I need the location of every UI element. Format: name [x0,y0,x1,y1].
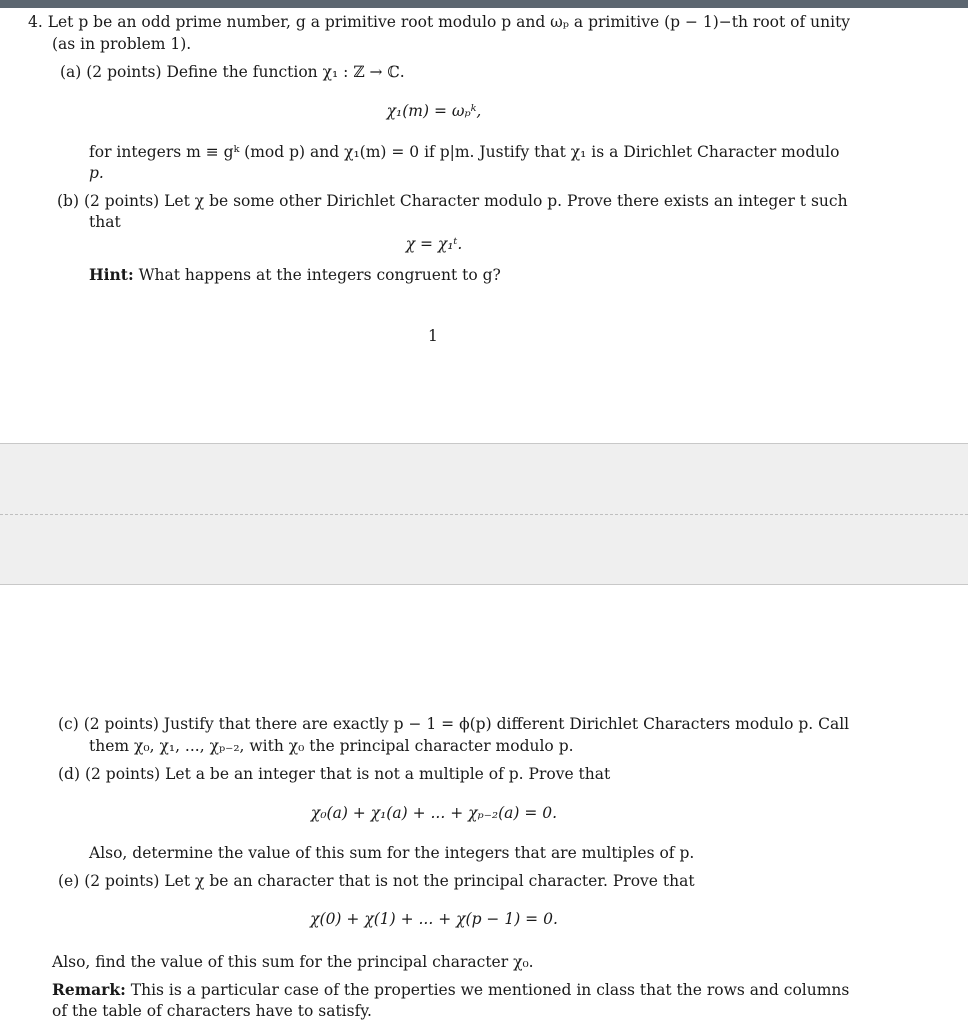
remark-line-2: of the table of characters have to satisfy. [52,1002,372,1020]
top-toolbar-strip [0,0,968,8]
part-a-text-line-2: p. [89,164,104,182]
page-separator [0,443,968,585]
also-line: Also, find the value of this sum for the principal character χ₀. [52,953,534,971]
problem-4-statement-line-1: 4. Let p be an odd prime number, g a primitive root modulo p and ωₚ a primitive (p − 1)−th root of unity [28,13,851,31]
part-a-text-line-1: for integers m ≡ gᵏ (mod p) and χ₁(m) = 0 if p|m. Justify that χ₁ is a Dirichlet Character modulo [89,143,840,161]
part-d-formula: χ₀(a) + χ₁(a) + ... + χₚ₋₂(a) = 0. [310,804,558,822]
part-c-heading-line-2: them χ₀, χ₁, ..., χₚ₋₂, with χ₀ the principal character modulo p. [89,737,574,755]
part-e-formula: χ(0) + χ(1) + ... + χ(p − 1) = 0. [310,910,558,928]
page-break-dashed-line [0,514,968,515]
part-b-hint [89,265,501,285]
part-b-heading-line-1: (b) (2 points) Let χ be some other Dirichlet Character modulo p. Prove there exists an integer t such [57,192,848,210]
page-number: 1 [428,327,438,345]
part-c-heading-line-1: (c) (2 points) Justify that there are exactly p − 1 = ϕ(p) different Dirichlet Characters modulo p. Call [58,715,850,733]
remark-label: Remark: [52,980,126,999]
remark-line-1 [52,980,849,1000]
part-a-formula: χ₁(m) = ωₚᵏ, [386,102,482,120]
part-b-formula: χ = χ₁ᵗ. [405,235,463,253]
part-d-also: Also, determine the value of this sum for the integers that are multiples of p. [89,844,695,862]
part-e-heading: (e) (2 points) Let χ be an character that is not the principal character. Prove that [58,872,695,890]
hint-text: What happens at the integers congruent to g? [138,266,501,284]
part-d-heading: (d) (2 points) Let a be an integer that is not a multiple of p. Prove that [58,765,611,783]
part-b-heading-line-2: that [89,213,121,231]
part-a-heading: (a) (2 points) Define the function χ₁ : ℤ → ℂ. [60,63,405,81]
problem-4-statement-line-2: (as in problem 1). [52,35,192,53]
hint-label: Hint: [89,265,134,284]
remark-text: This is a particular case of the properties we mentioned in class that the rows and columns [130,981,850,999]
